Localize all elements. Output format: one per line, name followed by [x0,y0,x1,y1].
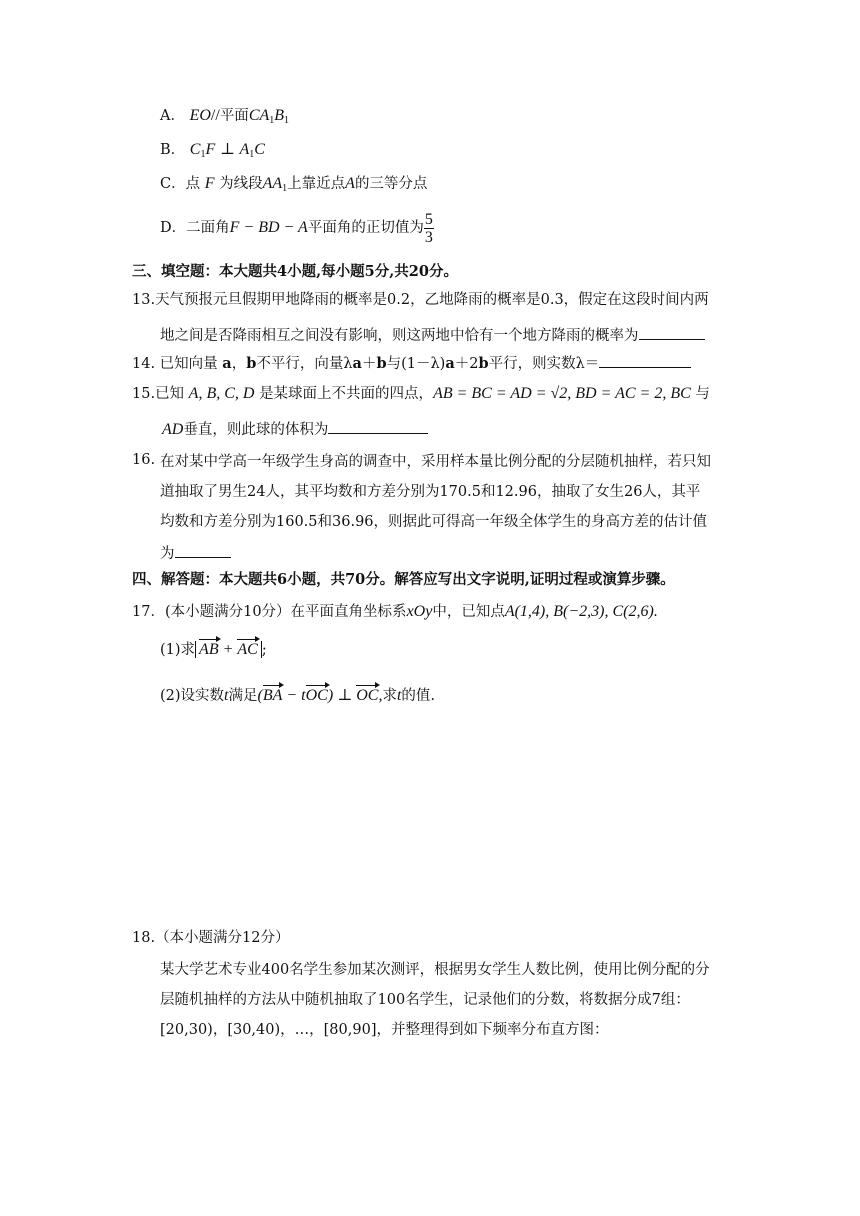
option-a: A． EO//平面$CA_1B_1$ [160,107,290,126]
option-b: B． $C_1F$ ⊥ $A_1C$ [160,141,265,160]
q16-line2: 道抽取了男生24人，其平均数和方差分别为170.5和12.96，抽取了女生26人，其平 [160,484,701,500]
q16-line1: 在对某中学高一年级学生身高的调查中，采用样本量比例分配的分层随机抽样，若只知 [160,454,711,470]
section-4-heading: 四、解答题：本大题共6小题，共70分。解答应写出文字说明,证明过程或演算步骤。 [132,571,675,588]
fraction-5-3: $\frac{5}{3}$ [424,210,433,246]
q17-line: 17．(本小题满分10分）在平面直角坐标系xOy中，已知点A(1,4), B(−2,3), C(2,6). [132,603,658,620]
q16-line4: 为 [160,542,231,564]
q13-line2: 地之间是否降雨相互之间没有影响，则这两地中恰有一个地方降雨的概率为 [160,324,705,346]
section-3-heading: 三、填空题：本大题共4小题,每小题5分,共20分。 [132,263,458,280]
q15-line2: AD垂直，则此球的体积为 [162,418,428,440]
q18-line3: [20,30)，[30,40)，…，[80,90]，并整理得到如下频率分布直方图： [160,1022,609,1038]
q15-line1: 15.已知 A, B, C, D 是某球面上不共面的四点，AB = BC = AD = √2, BD = AC = 2, BC 与 [132,385,710,402]
q17-part2: (2)设实数t满足(BA − tOC) ⊥ OC,求t的值. [160,687,436,704]
q18-line2: 层随机抽样的方法从中随机抽取了100名学生，记录他们的分数，将数据分成7组： [160,992,690,1008]
answer-blank[interactable] [639,324,705,340]
abs-vector-sum: AB + AC [195,641,262,658]
option-d: D．二面角F − BD − A平面角的正切值为 $\frac{5}{3}$ [160,210,433,246]
q13-line1: 13.天气预报元旦假期甲地降雨的概率是0.2，乙地降雨的概率是0.3，假定在这段时间内两 [132,292,709,308]
q16-number: 16. [132,452,156,468]
math-eo: EO [189,107,211,124]
q17-part1: (1)求 AB + AC ; [160,641,267,658]
answer-blank[interactable] [599,352,691,368]
answer-blank[interactable] [175,542,231,558]
q14-line: 14. 已知向量 a，b不平行，向量λa＋b与(1－λ)a＋2b平行，则实数λ＝ [132,352,691,374]
vector-condition: (BA − tOC) ⊥ OC, [257,687,383,704]
option-c: C．点 F 为线段$AA_1$上靠近点A的三等分点 [160,175,428,194]
q16-line3: 均数和方差分别为160.5和36.96，则据此可得高一年级全体学生的身高方差的估计值 [160,514,708,530]
q18-line1: 某大学艺术专业400名学生参加某次测评，根据男女学生人数比例，使用比例分配的分 [160,962,710,978]
q18-head: 18.（本小题满分12分） [132,930,290,946]
answer-blank[interactable] [328,418,428,434]
